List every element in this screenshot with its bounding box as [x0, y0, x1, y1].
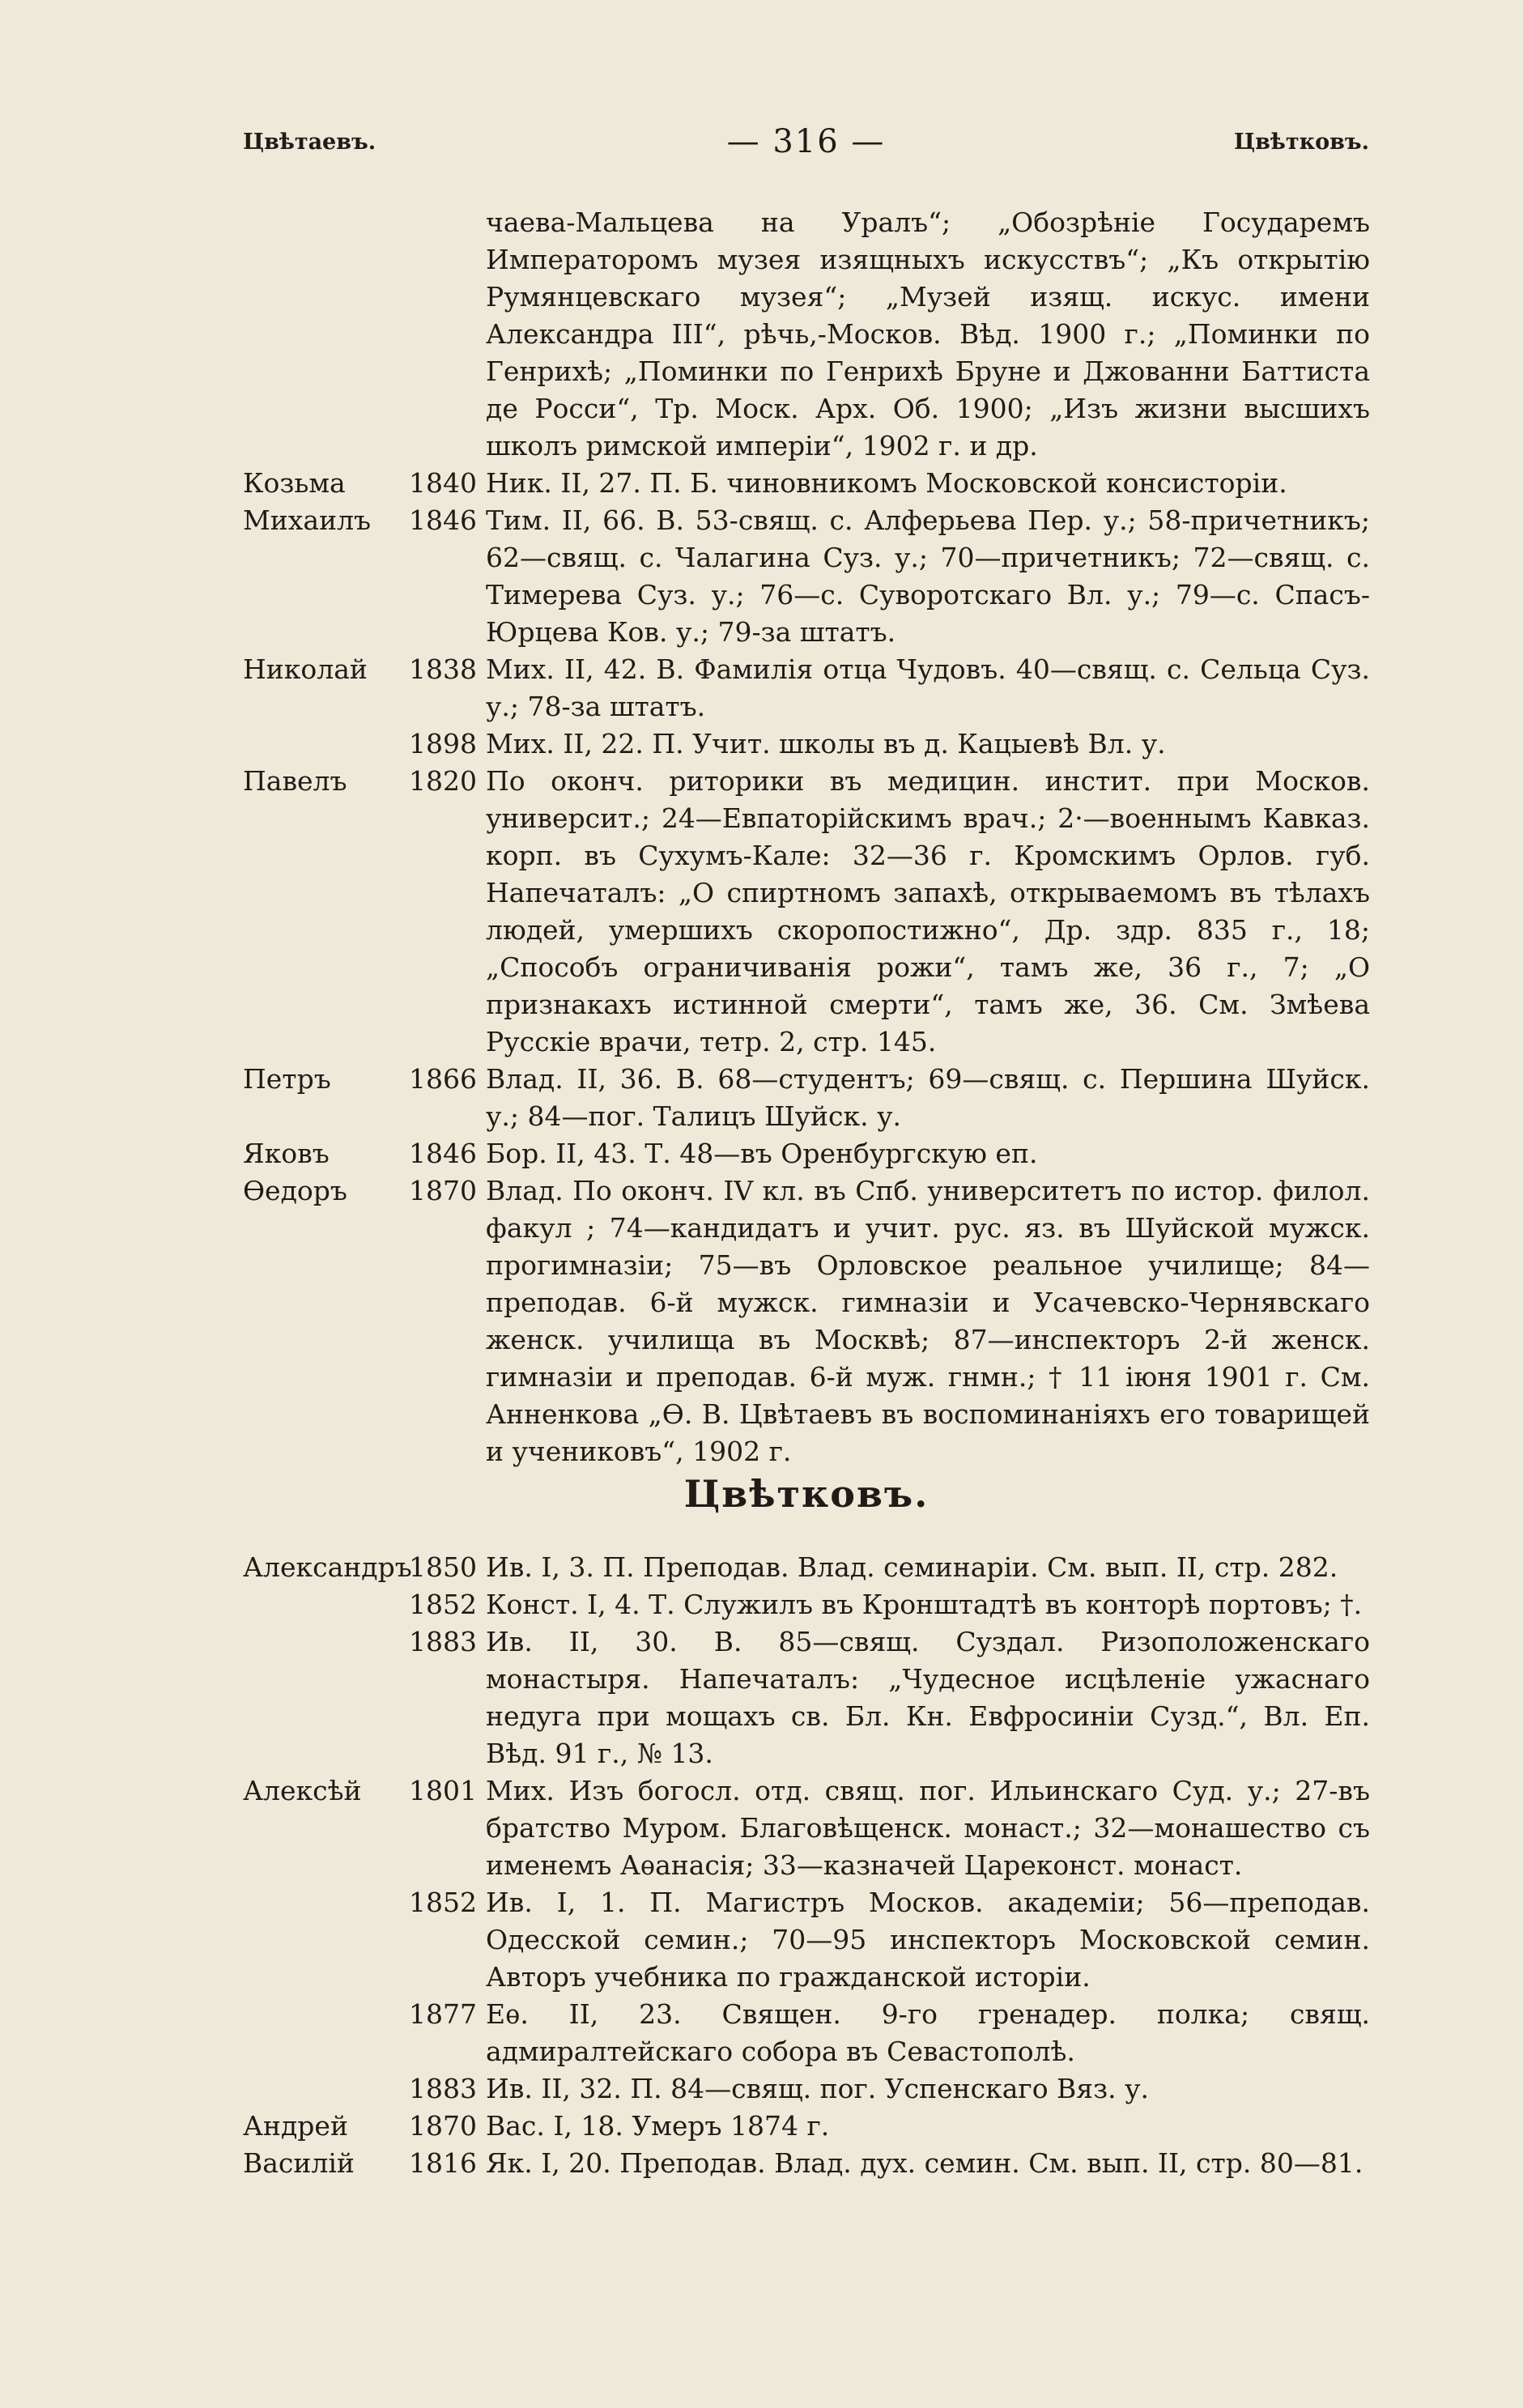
running-head	[243, 123, 1369, 170]
entry-fedor	[243, 1172, 1370, 1470]
entry-mikhail	[243, 502, 1370, 651]
section-title-tsvetkov: Цвѣтковъ.	[683, 1472, 930, 1516]
entry-name: Николай	[243, 653, 368, 685]
entry-year: 1840	[409, 467, 477, 499]
entry-text: Мих. Изъ богосл. отд. свящ. пог. Ильинскаго Суд. у.; 27-въ братство Муром. Благовѣщенск. монаст.; 32—монашество съ именемъ Аѳанасія; 33—казначей Цареконст. монаст.	[486, 1775, 1370, 1881]
entry-year: 1846	[409, 1138, 477, 1169]
entry-year: 1801	[409, 1775, 477, 1806]
section-tsvetkov-entries	[243, 1549, 1370, 2182]
entry-text: Влад. По оконч. IV кл. въ Спб. университетъ по истор. филол. факул ; 74—кандидатъ и учит. рус. яз. въ Шуйской мужск. прогимназіи; 75—въ Орловское реальное училище; 84—преподав. 6-й мужск. гимназіи и Усачевско-Чернявскаго женск. училища въ Москвѣ; 87—инспекторъ 2-й женск. гимназіи и преподав. 6-й муж. гнмн.; † 11 іюня 1901 г. См. Анненкова „Ѳ. В. Цвѣтаевъ въ воспоминаніяхъ его товарищей и учениковъ“, 1902 г.	[486, 1175, 1370, 1467]
entry-year: 1816	[409, 2147, 477, 2179]
entry-text: Мих. II, 42. В. Фамилія отца Чудовъ. 40—свящ. с. Сельца Суз. у.; 78-за штатъ.	[486, 653, 1370, 722]
entry-text: Влад. II, 36. В. 68—студентъ; 69—свящ. с. Першина Шуйск. у.; 84—пог. Талицъ Шуйск. у.	[486, 1063, 1370, 1132]
entry-text: Як. I, 20. Преподав. Влад. дух. семин. См. вып. II, стр. 80—81.	[486, 2147, 1363, 2179]
entry-aleksandr-1852	[243, 1586, 1370, 1623]
entry-aleksei-1801	[243, 1772, 1370, 1884]
entry-year: 1898	[409, 728, 477, 759]
entry-andrei	[243, 2108, 1370, 2145]
entry-nikolai-1838	[243, 651, 1370, 725]
entry-text: Вас. I, 18. Умеръ 1874 г.	[486, 2110, 830, 2142]
entry-text: По оконч. риторики въ медицин. инстит. при Москов. университ.; 24—Евпаторійскимъ врач.; 2·—военнымъ Кавказ. корп. въ Сухумъ-Кале: 32—36 г. Кромскимъ Орлов. губ. Напечаталъ: „О спиртномъ запахѣ, открываемомъ въ тѣлахъ людей, умершихъ скоропостижно“, Др. здр. 835 г., 18; „Способъ ограничиванія рожи“, тамъ же, 36 г., 7; „О признакахъ истинной смерти“, тамъ же, 36. См. Змѣева Русскіе врачи, тетр. 2, стр. 145.	[486, 765, 1370, 1057]
entry-text: Мих. II, 22. П. Учит. школы въ д. Кацыевѣ Вл. у.	[486, 728, 1166, 759]
running-head-right: Цвѣтковъ.	[1234, 130, 1369, 155]
entry-year: 1850	[409, 1551, 477, 1583]
entry-name: Андрей	[243, 2110, 348, 2142]
entry-aleksei-1877	[243, 1996, 1370, 2070]
entry-aleksandr-1883	[243, 1623, 1370, 1772]
entry-name: Павелъ	[243, 765, 347, 797]
entry-name: Козьма	[243, 467, 346, 499]
entry-name: Михаилъ	[243, 504, 372, 536]
entry-name: Петръ	[243, 1063, 331, 1095]
entry-text: Еѳ. II, 23. Священ. 9-го гренадер. полка; свящ. адмиралтейскаго собора въ Севастополѣ.	[486, 1998, 1370, 2067]
entry-aleksei-1852	[243, 1884, 1370, 1996]
entry-yakov	[243, 1135, 1370, 1172]
entry-text: Ив. II, 32. П. 84—свящ. пог. Успенскаго Вяз. у.	[486, 2073, 1150, 2104]
entry-kozma	[243, 465, 1370, 502]
entry-petr	[243, 1061, 1370, 1135]
entry-year: 1846	[409, 504, 477, 536]
entry-year: 1883	[409, 1626, 477, 1657]
entry-year: 1866	[409, 1063, 477, 1095]
entry-text: Ив. I, 3. П. Преподав. Влад. семинаріи. См. вып. II, стр. 282.	[486, 1551, 1338, 1583]
entry-year: 1870	[409, 2110, 477, 2142]
entry-name: Яковъ	[243, 1138, 330, 1169]
entry-text: Бор. II, 43. Т. 48—въ Оренбургскую еп.	[486, 1138, 1038, 1169]
entry-year: 1820	[409, 765, 477, 797]
entry-year: 1852	[409, 1589, 477, 1620]
entry-name: Алексѣй	[243, 1775, 362, 1806]
entry-text: Тим. II, 66. В. 53-свящ. с. Алферьева Пер. у.; 58-причетникъ; 62—свящ. с. Чалагина Суз. у.; 70—причетникъ; 72—свящ. с. Тимерева Суз. у.; 76—с. Суворотскаго Вл. у.; 79—с. Спасъ-Юрцева Ков. у.; 79-за штатъ.	[486, 504, 1370, 648]
entry-name: Ѳедоръ	[243, 1175, 347, 1206]
entry-text: Ив. II, 30. В. 85—свящ. Суздал. Ризоположенскаго монастыря. Напечаталъ: „Чудесное исцѣленіе ужаснаго недуга при мощахъ св. Бл. Кн. Евфросиніи Сузд.“, Вл. Еп. Вѣд. 91 г., № 13.	[486, 1626, 1370, 1769]
entry-name: Василій	[243, 2147, 355, 2179]
entry-nikolai-1898	[243, 725, 1370, 763]
entry-continuation	[243, 204, 1370, 465]
entry-year: 1852	[409, 1887, 477, 1918]
entry-year: 1870	[409, 1175, 477, 1206]
entry-pavel	[243, 763, 1370, 1061]
running-head-left: Цвѣтаевъ.	[243, 130, 376, 155]
section-tsvetaev-entries	[243, 204, 1370, 1470]
entry-aleksandr-1850	[243, 1549, 1370, 1586]
entry-aleksei-1883	[243, 2070, 1370, 2108]
entry-year: 1838	[409, 653, 477, 685]
page-number: — 316 —	[726, 123, 886, 160]
entry-text: чаева-Мальцева на Уралъ“; „Обозрѣніе Государемъ Императоромъ музея изящныхъ искусствъ“; „Къ открытію Румянцевскаго музея“; „Музей изящ. искус. имени Александра III“, рѣчь,-Москов. Вѣд. 1900 г.; „Поминки по Генрихѣ; „Поминки по Генрихѣ Бруне и Джованни Баттиста де Росси“, Тр. Моск. Арх. Об. 1900; „Изъ жизни высшихъ школъ римской имперіи“, 1902 г. и др.	[486, 206, 1370, 462]
entry-text: Ив. I, 1. П. Магистръ Москов. академіи; 56—преподав. Одесской семин.; 70—95 инспекторъ Московской семин. Авторъ учебника по гражданской исторіи.	[486, 1887, 1370, 1993]
entry-vasilii	[243, 2145, 1370, 2182]
entry-year: 1877	[409, 1998, 477, 2030]
entry-text: Конст. I, 4. Т. Служилъ въ Кронштадтѣ въ конторѣ портовъ; †.	[486, 1589, 1363, 1620]
entry-year: 1883	[409, 2073, 477, 2104]
entry-text: Ник. II, 27. П. Б. чиновникомъ Московской консисторіи.	[486, 467, 1287, 499]
entry-name: Александръ	[243, 1551, 412, 1583]
